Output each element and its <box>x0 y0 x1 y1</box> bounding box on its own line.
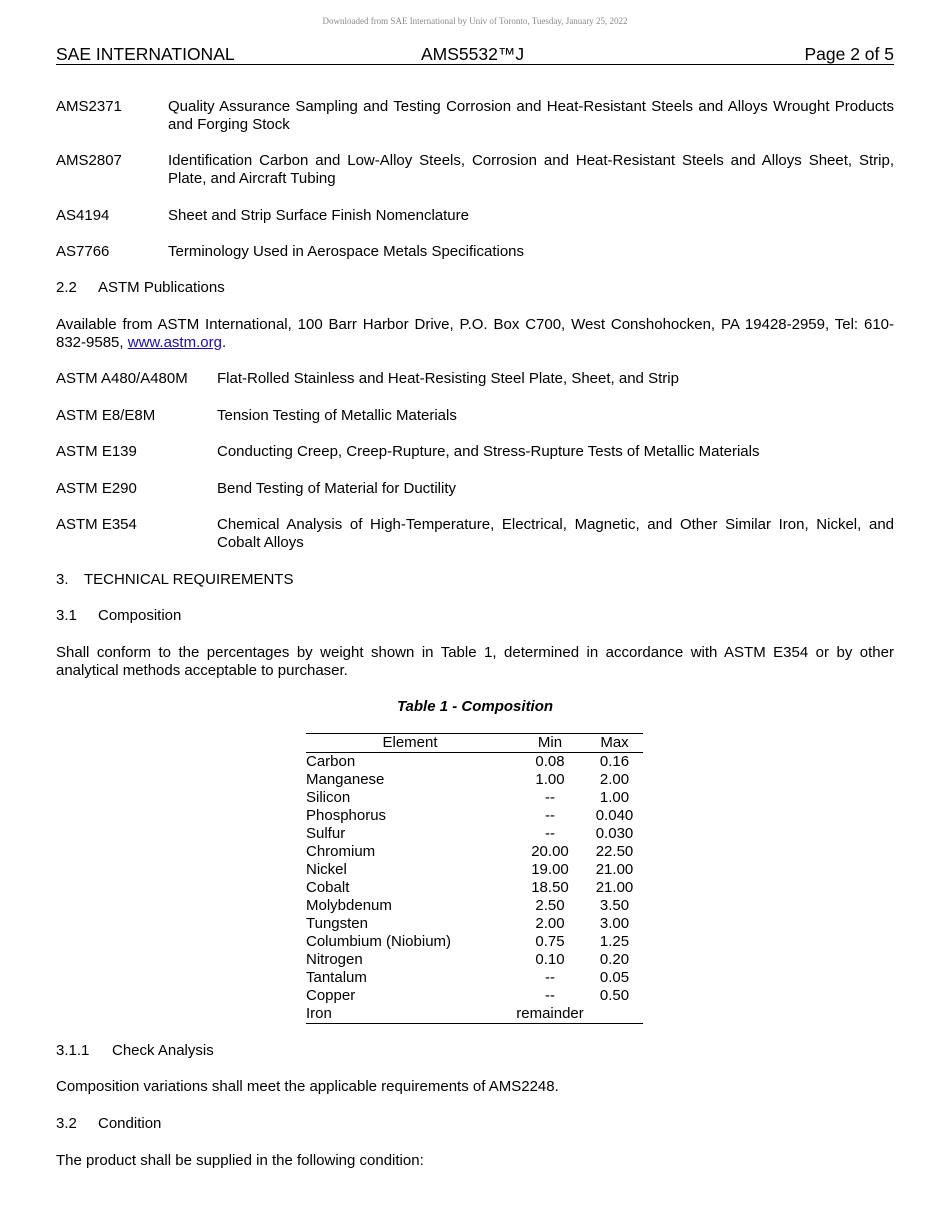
reference-title: Terminology Used in Aerospace Metals Specifications <box>168 243 525 260</box>
column-header-element: Element <box>306 734 514 753</box>
reference-code: AS4194 <box>56 207 110 224</box>
table-row <box>306 933 643 951</box>
reference-entry <box>56 480 894 498</box>
cell-max: 1.25 <box>599 933 630 950</box>
section-title: Condition <box>98 1115 162 1132</box>
reference-title: Conducting Creep, Creep-Rupture, and Stress-Rupture Tests of Metallic Materials <box>217 443 760 460</box>
reference-title: Bend Testing of Material for Ductility <box>217 480 456 497</box>
cell-element: Copper <box>306 987 356 1004</box>
cell-element: Nickel <box>306 861 347 878</box>
section-number: 3.2 <box>56 1115 77 1132</box>
cell-element: Cobalt <box>306 879 350 896</box>
reference-entry <box>56 152 894 188</box>
cell-max: 21.00 <box>595 879 634 896</box>
cell-element: Carbon <box>306 753 356 770</box>
page-header <box>56 44 894 65</box>
column-header-min: Min <box>514 734 586 753</box>
reference-entry <box>56 516 894 552</box>
cell-min: 2.50 <box>535 897 565 914</box>
astm-website-link[interactable]: www.astm.org <box>127 334 222 351</box>
reference-code: ASTM E290 <box>56 480 137 497</box>
cell-element: Sulfur <box>306 825 346 842</box>
reference-title: Tension Testing of Metallic Materials <box>217 407 457 424</box>
section-number: 3.1.1 <box>56 1042 90 1059</box>
cell-max: 0.040 <box>595 807 634 824</box>
reference-title: Identification Carbon and Low-Alloy Steels, Corrosion and Heat-Resistant Steels and Alloys Sheet, Strip, Plate, and Aircraft Tubing <box>168 152 894 187</box>
cell-element: Chromium <box>306 843 376 860</box>
cell-max: 0.20 <box>599 951 630 968</box>
cell-min: -- <box>545 825 555 842</box>
section-number: 3. <box>56 571 69 588</box>
table-row <box>306 789 643 807</box>
section-number: 3.1 <box>56 607 77 624</box>
cell-min: 1.00 <box>535 771 565 788</box>
reference-entry <box>56 443 894 461</box>
section-title: Check Analysis <box>112 1042 214 1059</box>
cell-element: Nitrogen <box>306 951 363 968</box>
table-row <box>306 771 643 789</box>
table-row <box>306 807 643 825</box>
cell-min: 19.00 <box>531 861 569 878</box>
cell-max: 2.00 <box>599 771 630 788</box>
section-heading-3-2 <box>56 1115 894 1133</box>
cell-element: Columbium (Niobium) <box>306 933 452 950</box>
cell-max: 0.50 <box>599 987 630 1004</box>
table-row <box>306 915 643 933</box>
reference-entry <box>56 243 894 261</box>
table-row <box>306 1005 643 1024</box>
cell-min: 20.00 <box>531 843 569 860</box>
cell-min: remainder <box>514 1005 586 1024</box>
reference-code: ASTM E354 <box>56 516 137 533</box>
cell-element: Silicon <box>306 789 351 806</box>
cell-min: 2.00 <box>535 915 565 932</box>
cell-min: 0.75 <box>535 933 565 950</box>
table-row <box>306 861 643 879</box>
section-heading-3 <box>56 571 894 589</box>
check-analysis-paragraph: Composition variations shall meet the applicable requirements of AMS2248. <box>56 1078 559 1095</box>
cell-element: Tantalum <box>306 969 367 986</box>
table-row <box>306 879 643 897</box>
cell-max: 0.030 <box>595 825 634 842</box>
reference-entry <box>56 370 894 388</box>
reference-title: Quality Assurance Sampling and Testing Corrosion and Heat-Resistant Steels and Alloys Wrought Products and Forging Stock <box>168 98 894 133</box>
cell-element: Manganese <box>306 771 385 788</box>
reference-entry <box>56 407 894 425</box>
section-heading-3-1 <box>56 607 894 625</box>
header-doc-number: AMS5532™J <box>421 44 525 64</box>
cell-max: 0.16 <box>599 753 630 770</box>
header-page-number: Page 2 of 5 <box>804 44 894 64</box>
section-title: TECHNICAL REQUIREMENTS <box>84 571 294 588</box>
table-row <box>306 753 643 772</box>
section-heading-3-1-1 <box>56 1042 894 1060</box>
table-row <box>306 969 643 987</box>
reference-code: ASTM A480/A480M <box>56 370 188 387</box>
cell-element: Molybdenum <box>306 897 392 914</box>
table-row <box>306 843 643 861</box>
cell-element: Tungsten <box>306 915 368 932</box>
section-title: ASTM Publications <box>98 279 225 296</box>
reference-code: AS7766 <box>56 243 110 260</box>
cell-min: 18.50 <box>531 879 569 896</box>
table-header-row <box>306 734 643 753</box>
condition-paragraph: The product shall be supplied in the following condition: <box>56 1152 424 1169</box>
section-title: Composition <box>98 607 182 624</box>
header-org: SAE INTERNATIONAL <box>56 44 235 64</box>
cell-min: 0.08 <box>535 753 565 770</box>
cell-min: 0.10 <box>535 951 565 968</box>
table-caption: Table 1 - Composition <box>396 698 554 715</box>
column-header-max: Max <box>586 734 643 753</box>
reference-code: AMS2807 <box>56 152 122 169</box>
section-heading-2-2 <box>56 279 894 297</box>
cell-max: 3.50 <box>599 897 630 914</box>
reference-code: AMS2371 <box>56 98 122 115</box>
cell-min: -- <box>545 789 555 806</box>
cell-max <box>586 1005 643 1024</box>
cell-min: -- <box>545 807 555 824</box>
astm-availability-paragraph <box>56 316 894 352</box>
cell-max: 22.50 <box>595 843 634 860</box>
table-row <box>306 897 643 915</box>
reference-entry <box>56 98 894 134</box>
cell-element: Iron <box>306 1005 514 1024</box>
reference-entry <box>56 207 894 225</box>
cell-min: -- <box>545 987 555 1004</box>
availability-end: . <box>221 334 227 351</box>
section-number: 2.2 <box>56 279 77 296</box>
composition-paragraph: Shall conform to the percentages by weight shown in Table 1, determined in accordance with ASTM E354 or by other analytical methods acceptable to purchaser. <box>56 644 894 679</box>
table-row <box>306 825 643 843</box>
cell-element: Phosphorus <box>306 807 387 824</box>
download-note: Downloaded from SAE International by Univ of Toronto, Tuesday, January 25, 2022 <box>322 16 628 26</box>
table-row <box>306 951 643 969</box>
reference-code: ASTM E8/E8M <box>56 407 156 424</box>
cell-max: 1.00 <box>599 789 630 806</box>
cell-min: -- <box>545 969 555 986</box>
reference-title: Flat-Rolled Stainless and Heat-Resisting Steel Plate, Sheet, and Strip <box>217 370 679 387</box>
composition-table <box>306 733 643 1024</box>
reference-code: ASTM E139 <box>56 443 137 460</box>
availability-text: Available from ASTM International, 100 Barr Harbor Drive, P.O. Box C700, West Conshohocken, PA 19428-2959, Tel: 610-832-9585, <box>56 316 894 351</box>
cell-max: 0.05 <box>599 969 630 986</box>
cell-max: 21.00 <box>595 861 634 878</box>
reference-title: Chemical Analysis of High-Temperature, Electrical, Magnetic, and Other Similar Iron, Nickel, and Cobalt Alloys <box>217 516 894 551</box>
cell-max: 3.00 <box>599 915 630 932</box>
reference-title: Sheet and Strip Surface Finish Nomenclature <box>168 207 469 224</box>
table-row <box>306 987 643 1005</box>
